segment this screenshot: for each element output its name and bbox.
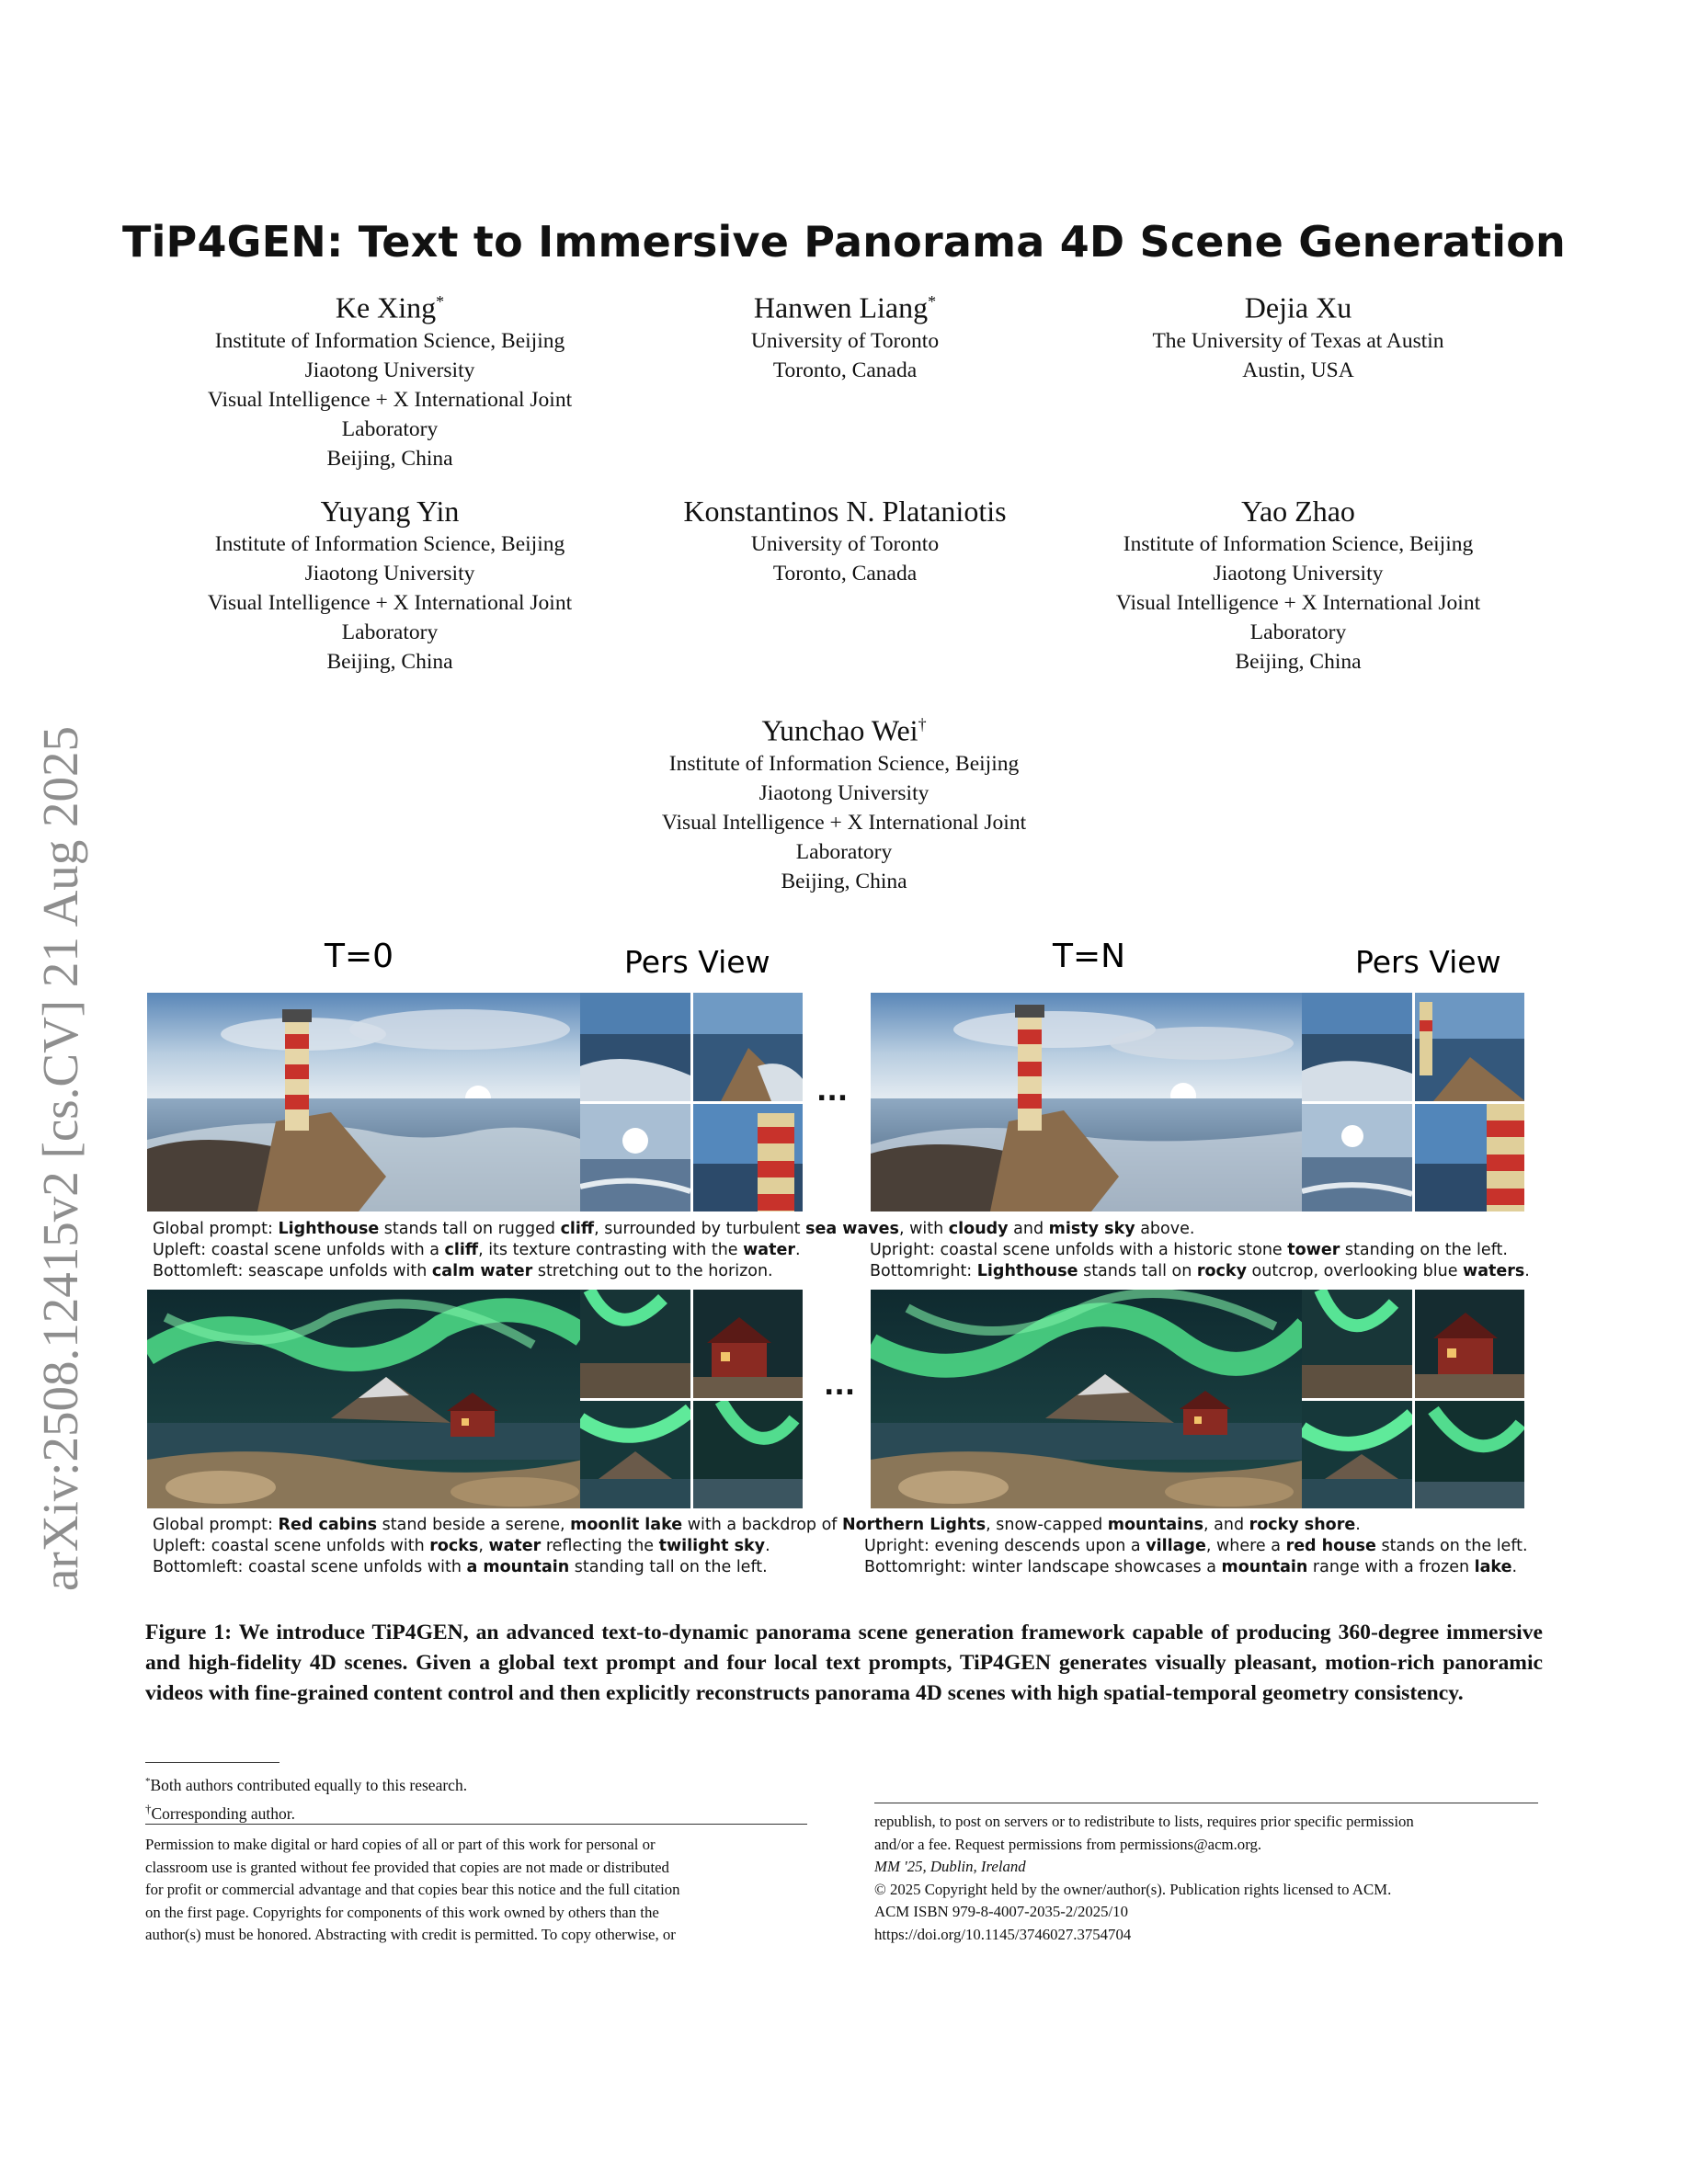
footnote-equal-contribution: *Both authors contributed equally to this research. <box>145 1775 468 1794</box>
thumb-bottomright <box>1415 1401 1525 1509</box>
author-name: Yao Zhao <box>1241 495 1355 528</box>
footnote-rule <box>145 1762 279 1763</box>
affiliation-line: The University of Texas at Austin <box>1152 328 1444 353</box>
arxiv-identifier: arXiv:2508.12415v2 [cs.CV] 21 Aug 2025 <box>32 725 88 1591</box>
affiliation-line: Laboratory <box>341 416 439 441</box>
doi-link[interactable]: https://doi.org/10.1145/3746027.3754704 <box>874 1925 1132 1943</box>
prompt-row1-bottomright: Bottomright: Lighthouse stands tall on rocky outcrop, overlooking blue waters. <box>870 1262 1530 1280</box>
affiliation-line: Austin, USA <box>1242 358 1354 382</box>
author-block <box>1046 283 1550 385</box>
affiliation-line: Beijing, China <box>1235 650 1362 674</box>
author-block <box>138 283 642 473</box>
prompt-row2-upleft: Upleft: coastal scene unfolds with rocks, water reflecting the twilight sky. <box>153 1537 770 1555</box>
author-block <box>593 283 1097 385</box>
affiliation-line: Visual Intelligence + X International Joint <box>661 810 1027 835</box>
perspective-grid-aurora-t0 <box>580 1290 803 1508</box>
thumb-upleft <box>580 993 690 1101</box>
isbn-line: ACM ISBN 979-8-4007-2035-2/2025/10 <box>874 1903 1128 1921</box>
thumb-upleft <box>580 1290 690 1398</box>
thumb-bottomleft <box>580 1104 690 1212</box>
permission-notice-right: republish, to post on servers or to redistribute to lists, requires prior specific permission and/or a fee. Request permissions from permissions@acm.org. MM '25, Dublin, Ireland © 2025 Copyright held by the owner/author(s). Publication rights licensed to ACM. ACM ISBN 979-8-4007-2035-2/2025/10 https://doi.org/10.1145/3746027.3754704 <box>874 1811 1538 1947</box>
teaser-figure <box>145 924 1539 1581</box>
thumb-bottomleft <box>1302 1104 1412 1212</box>
prompt-row1-upleft: Upleft: coastal scene unfolds with a cliff, its texture contrasting with the water. <box>153 1241 801 1259</box>
author-name: Dejia Xu <box>1244 290 1352 324</box>
affiliation-line: Jiaotong University <box>1213 562 1384 586</box>
author-name: Yunchao Wei† <box>761 713 927 747</box>
paper-title: TiP4GEN: Text to Immersive Panorama 4D Scene Generation <box>122 217 1566 267</box>
panorama-aurora-tn <box>871 1290 1306 1508</box>
affiliation-line: Visual Intelligence + X International Joint <box>207 591 573 615</box>
prompt-row1-global: Global prompt: Lighthouse stands tall on rugged cliff, surrounded by turbulent sea waves, with cloudy and misty sky above. <box>153 1220 1195 1238</box>
thumb-bottomleft <box>1302 1401 1412 1509</box>
footnotes <box>145 1769 467 1826</box>
affiliation-line: Toronto, Canada <box>772 562 918 586</box>
panorama-aurora-t0 <box>147 1290 583 1508</box>
author-block <box>1046 493 1550 677</box>
prompt-row2-bottomleft: Bottomleft: coastal scene unfolds with a mountain standing tall on the left. <box>153 1558 768 1576</box>
thumb-upright <box>1415 993 1525 1101</box>
label-pers-view-left: Pers View <box>624 944 770 980</box>
perspective-grid-aurora-tn <box>1302 1290 1524 1508</box>
affiliation-line: Visual Intelligence + X International Joint <box>207 387 573 412</box>
prompt-row2-global: Global prompt: Red cabins stand beside a serene, moonlit lake with a backdrop of Northern Lights, snow-capped mountains, and rocky shore. <box>153 1516 1361 1534</box>
conference-line: MM '25, Dublin, Ireland <box>874 1858 1026 1876</box>
author-block <box>593 493 1097 588</box>
label-tn: T=N <box>1053 938 1126 975</box>
thumb-bottomleft <box>580 1401 690 1509</box>
affiliation-line: Laboratory <box>795 839 893 864</box>
affiliation-line: Institute of Information Science, Beijing <box>668 751 1020 776</box>
thumb-upleft <box>1302 1290 1412 1398</box>
prompt-row2-bottomright: Bottomright: winter landscape showcases a mountain range with a frozen lake. <box>864 1558 1518 1576</box>
thumb-upright <box>1415 1290 1525 1398</box>
label-t0: T=0 <box>325 938 394 975</box>
affiliation-line: Institute of Information Science, Beijing <box>214 328 565 353</box>
ellipsis-row1: ... <box>816 1075 849 1108</box>
affiliation-line: Institute of Information Science, Beijing <box>1123 532 1474 556</box>
affiliation-line: Jiaotong University <box>304 358 475 382</box>
author-block <box>138 493 642 677</box>
panorama-lighthouse-tn <box>871 993 1306 1211</box>
affiliation-line: University of Toronto <box>750 532 940 556</box>
left-column-rule <box>145 1824 807 1825</box>
prompt-row1-upright: Upright: coastal scene unfolds with a historic stone tower standing on the left. <box>870 1241 1508 1259</box>
thumb-upright <box>693 993 804 1101</box>
author-name: Ke Xing* <box>335 290 445 324</box>
prompt-row2-upright: Upright: evening descends upon a village, where a red house stands on the left. <box>864 1537 1528 1555</box>
copyright-line: © 2025 Copyright held by the owner/author(s). Publication rights licensed to ACM. <box>874 1880 1392 1898</box>
affiliation-line: Beijing, China <box>326 650 453 674</box>
panorama-lighthouse-t0 <box>147 993 583 1211</box>
author-name: Hanwen Liang* <box>753 290 937 324</box>
author-name: Yuyang Yin <box>320 495 460 528</box>
permission-notice-left: Permission to make digital or hard copies of all or part of this work for personal or classroom use is granted without fee provided that copies are not made or distributed for profit or commercial advantage and that copies bear this notice and the full citation on the first page. Copyrights for components of this work owned by others than the author(s) must be honored. Abstracting with credit is permitted. To copy otherwise, or <box>145 1836 680 1944</box>
affiliation-line: Institute of Information Science, Beijing <box>214 532 565 556</box>
perspective-grid-lighthouse-tn <box>1302 993 1524 1211</box>
perspective-grid-lighthouse-t0 <box>580 993 803 1211</box>
thumb-upleft <box>1302 993 1412 1101</box>
footnote-corresponding: †Corresponding author. <box>145 1801 296 1823</box>
affiliation-line: Visual Intelligence + X International Joint <box>1115 591 1481 615</box>
affiliation-line: Beijing, China <box>781 869 907 893</box>
thumb-bottomright <box>1415 1104 1525 1212</box>
prompt-row1-bottomleft: Bottomleft: seascape unfolds with calm water stretching out to the horizon. <box>153 1262 773 1280</box>
label-pers-view-right: Pers View <box>1355 944 1501 980</box>
affiliation-line: Laboratory <box>341 620 439 644</box>
thumb-bottomright <box>693 1401 804 1509</box>
author-block <box>592 706 1096 896</box>
affiliation-line: Beijing, China <box>326 446 453 471</box>
affiliation-line: Toronto, Canada <box>772 358 918 382</box>
ellipsis-row2: ... <box>824 1370 856 1402</box>
affiliation-line: Jiaotong University <box>758 780 930 805</box>
affiliation-line: University of Toronto <box>750 328 940 353</box>
figure-caption: Figure 1: We introduce TiP4GEN, an advanced text-to-dynamic panorama scene generation framework capable of producing 360-degree immersive and high-fidelity 4D scenes. Given a global text prompt and four local text prompts, TiP4GEN generates visually pleasant, motion-rich panoramic videos with fine-grained content control and then explicitly reconstructs panorama 4D scenes with high spatial-temporal geometry consistency. <box>145 1621 1543 1705</box>
thumb-upright <box>693 1290 804 1398</box>
affiliation-line: Jiaotong University <box>304 562 475 586</box>
author-name: Konstantinos N. Plataniotis <box>683 495 1007 528</box>
thumb-bottomright <box>693 1104 804 1212</box>
affiliation-line: Laboratory <box>1249 620 1347 644</box>
